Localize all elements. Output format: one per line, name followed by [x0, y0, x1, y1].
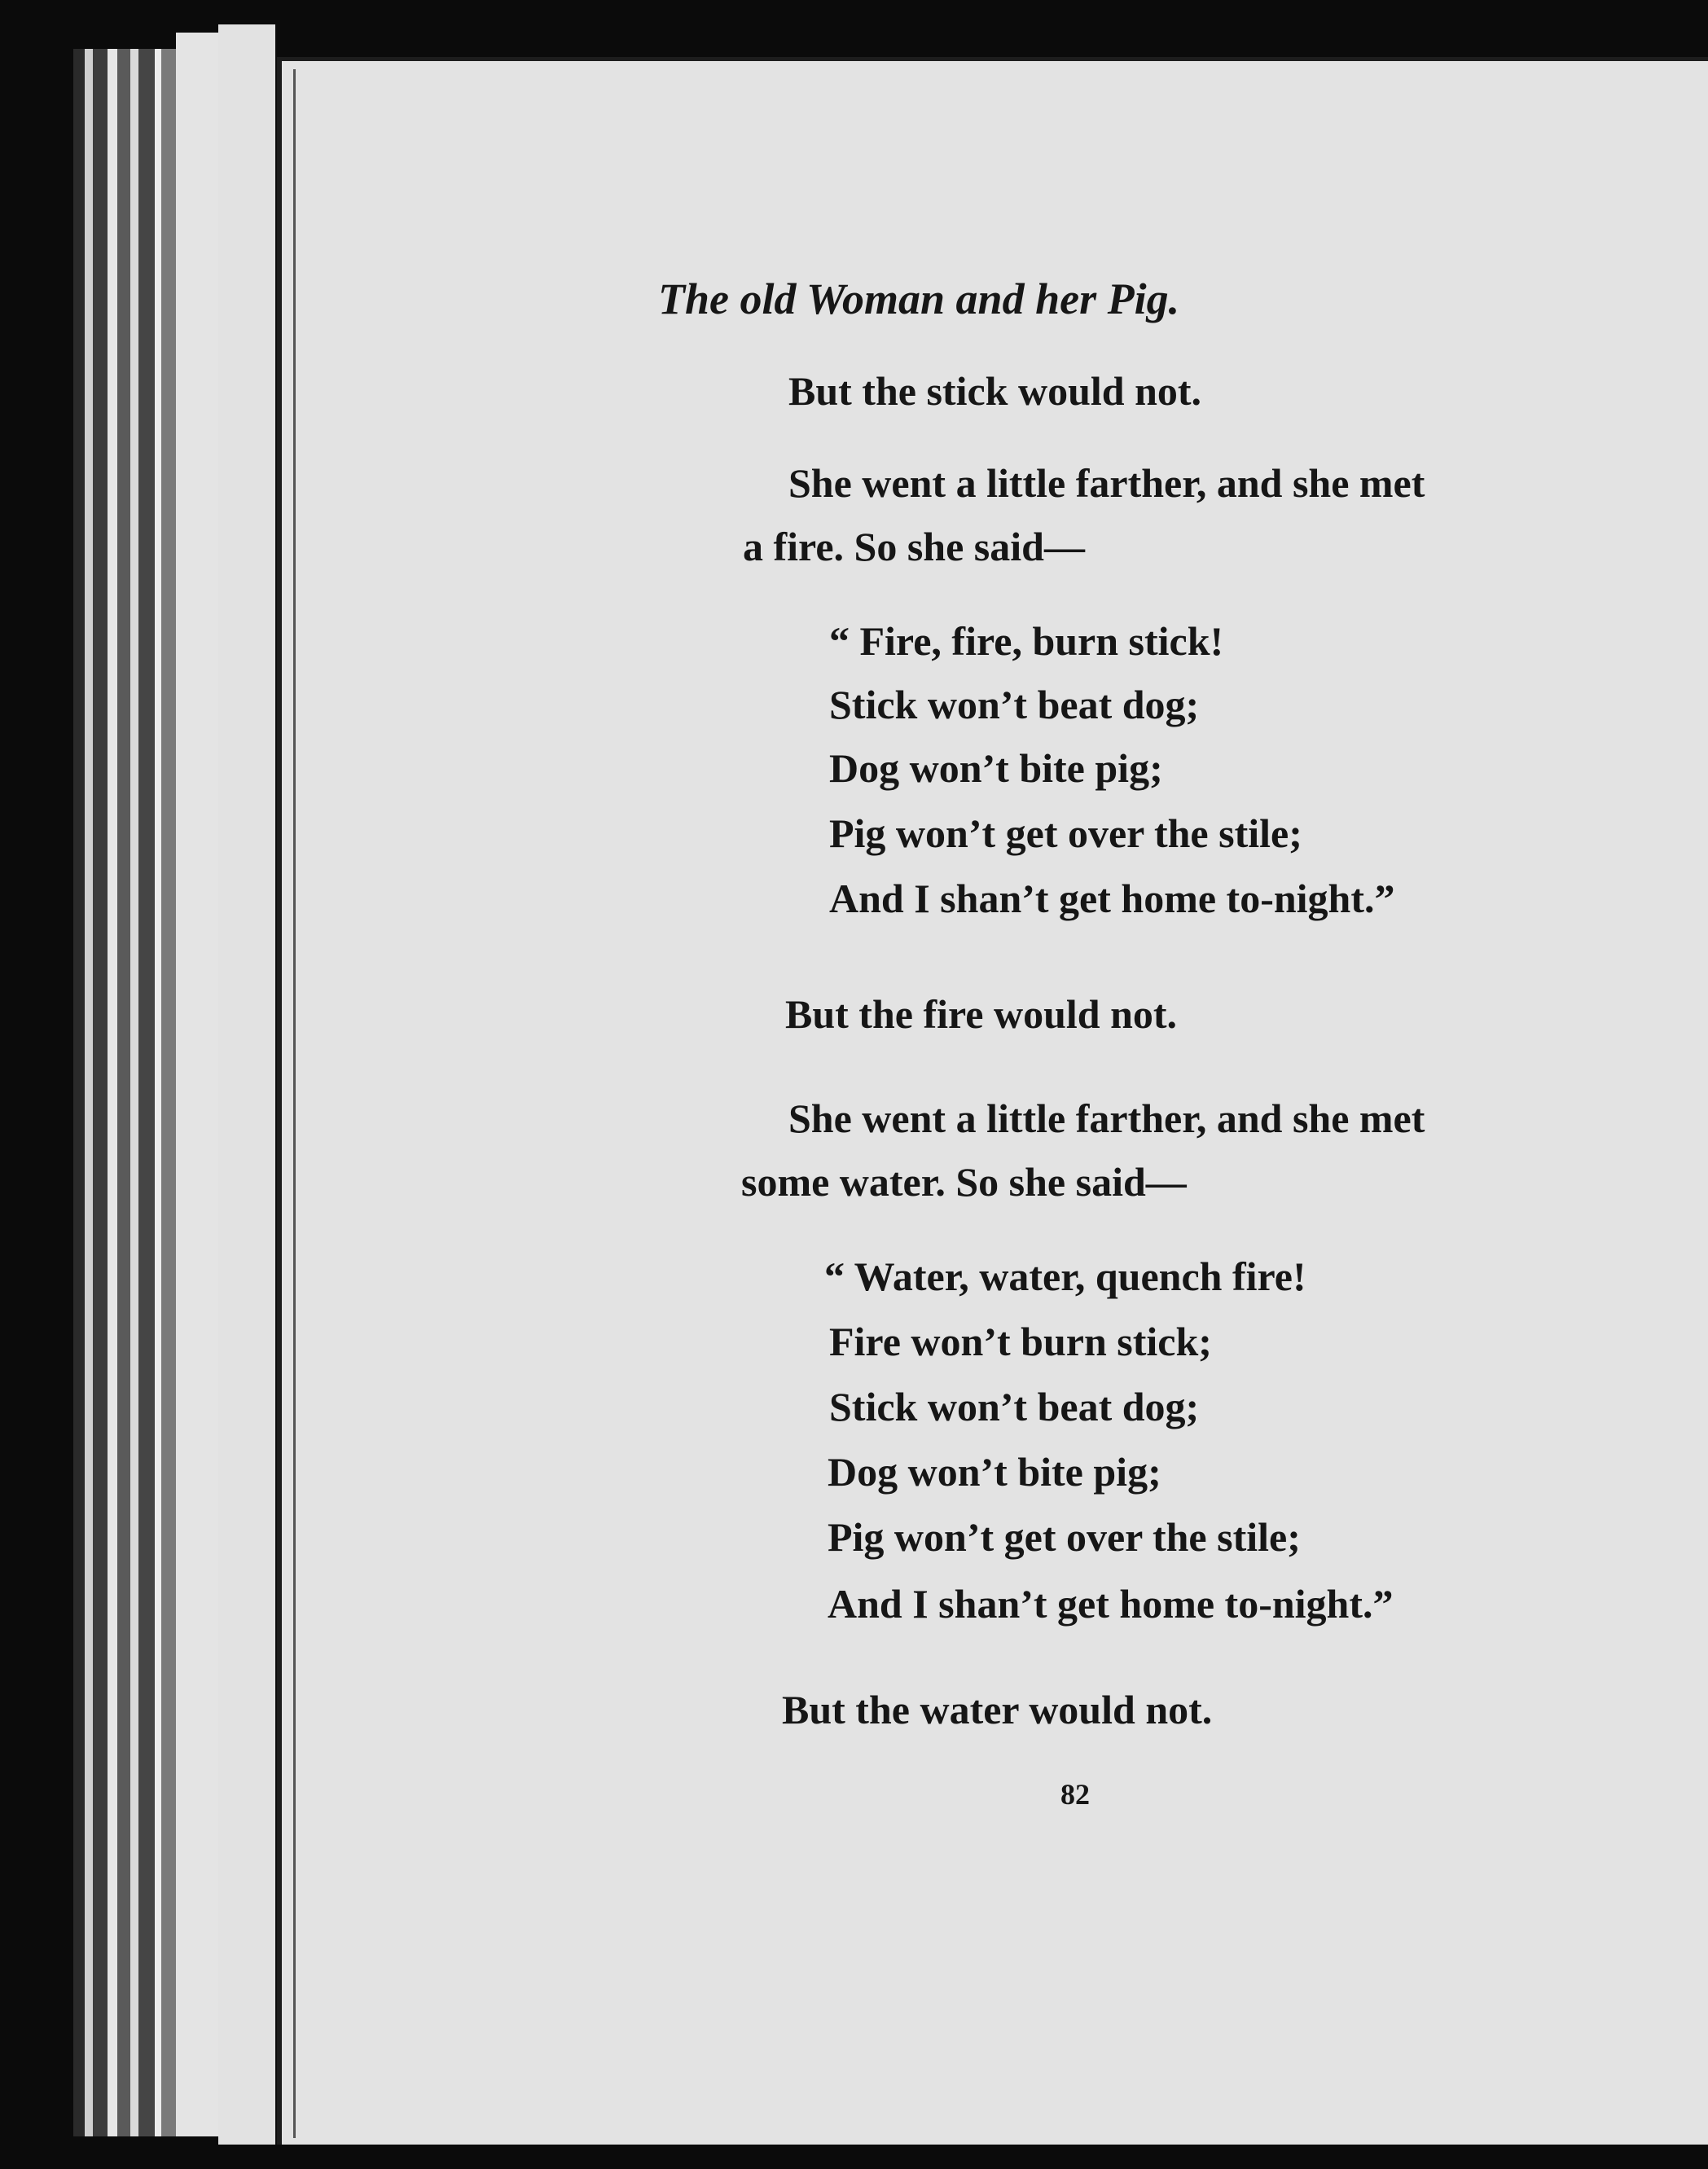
paragraph-line: She went a little farther, and she met: [788, 460, 1425, 506]
verse-line: Stick won’t beat dog;: [829, 1384, 1200, 1429]
page-edge: [161, 49, 176, 2136]
verse-line: Fire won’t burn stick;: [829, 1319, 1212, 1364]
verse-line: And I shan’t get home to-night.”: [828, 1581, 1394, 1627]
page-edge: [93, 49, 108, 2136]
page-edge: [85, 49, 93, 2136]
paragraph-line: But the stick would not.: [788, 368, 1202, 414]
page-edge: [176, 33, 218, 2136]
verse-line: Pig won’t get over the stile;: [828, 1514, 1301, 1560]
paragraph-line: a fire. So she said—: [743, 524, 1085, 569]
paragraph-line: She went a little farther, and she met: [788, 1095, 1425, 1141]
page-edge: [117, 49, 130, 2136]
verse-line: Dog won’t bite pig;: [829, 745, 1163, 791]
paragraph-line: But the fire would not.: [785, 991, 1178, 1037]
verse-line: “ Water, water, quench fire!: [824, 1254, 1306, 1299]
page-edge: [108, 49, 117, 2136]
paragraph-line: some water. So she said—: [741, 1159, 1187, 1205]
verse-line: And I shan’t get home to-night.”: [829, 876, 1395, 921]
paragraph-line: But the water would not.: [782, 1687, 1213, 1732]
verse-line: Dog won’t bite pig;: [828, 1449, 1161, 1495]
page-edge: [73, 49, 85, 2136]
verse-line: Pig won’t get over the stile;: [829, 810, 1302, 856]
page-edge: [155, 49, 161, 2136]
page-edge: [138, 49, 155, 2136]
page-edge: [218, 24, 275, 2145]
verse-line: Stick won’t beat dog;: [829, 682, 1200, 727]
page-number: 82: [1060, 1778, 1090, 1811]
verse-line: “ Fire, fire, burn stick!: [829, 618, 1224, 664]
running-title: The old Woman and her Pig.: [658, 274, 1180, 323]
page-edge: [130, 49, 138, 2136]
page-gutter-line: [293, 69, 296, 2138]
